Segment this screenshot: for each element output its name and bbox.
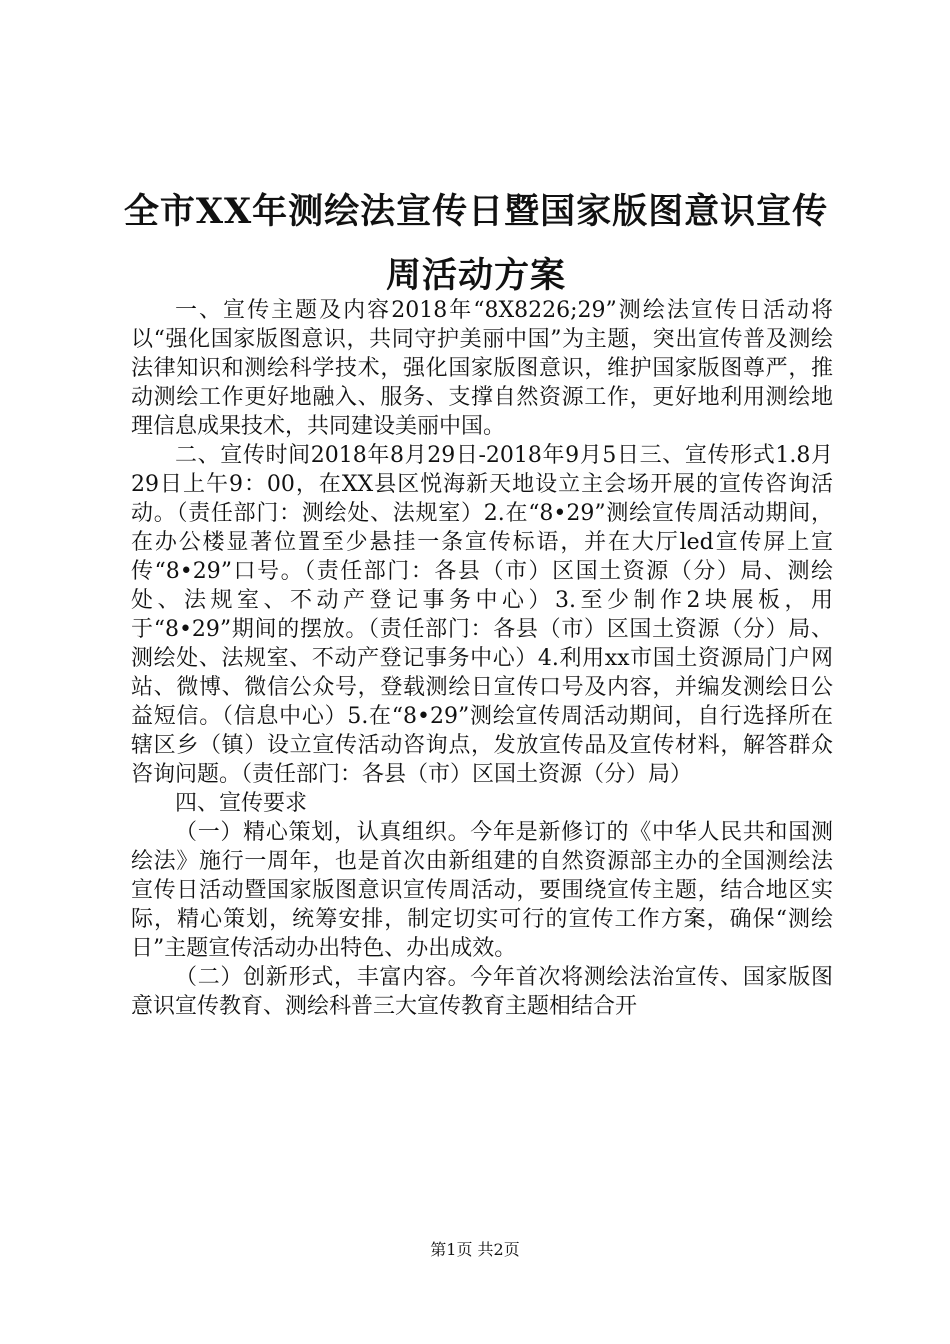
document-body — [131, 296, 833, 1021]
paragraph-time-and-form: 二、宣传时间2018年8月29日-2018年9月5日三、宣传形式1.8月29日上午9：00，在XX县区悦海新天地设立主会场开展的宣传咨询活动。（责任部门：测绘处、法规室）2.在“8•29”测绘宣传周活动期间，在办公楼显著位置至少悬挂一条宣传标语，并在大厅led宣传屏上宣传“8•29”口号。（责任部门：各县（市）区国土资源（分）局、测绘处、法规室、不动产登记事务中心）3.至少制作2块展板，用于“8•29”期间的摆放。（责任部门：各县（市）区国土资源（分）局、测绘处、法规室、不动产登记事务中心）4.利用xx市国土资源局门户网站、微博、微信公众号，登载测绘日宣传口号及内容，并编发测绘日公益短信。（信息中心）5.在“8•29”测绘宣传周活动期间，自行选择所在辖区乡（镇）设立宣传活动咨询点，发放宣传品及宣传材料，解答群众咨询问题。（责任部门：各县（市）区国土资源（分）局） — [131, 443, 833, 787]
paragraph-requirement-2: （二）创新形式，丰富内容。今年首次将测绘法治宣传、国家版图意识宣传教育、测绘科普三大宣传教育主题相结合开 — [131, 965, 833, 1019]
page-number-footer: 第1页 共2页 — [430, 1240, 520, 1259]
document-title: 全市XX年测绘法宣传日暨国家版图意识宣传周活动方案 — [123, 191, 829, 296]
paragraph-theme: 一、宣传主题及内容2018年“8X8226;29”测绘法宣传日活动将以“强化国家版图意识，共同守护美丽中国”为主题，突出宣传普及测绘法律知识和测绘科学技术，强化国家版图意识，维护国家版图尊严，推动测绘工作更好地融入、服务、支撑自然资源工作，更好地利用测绘地理信息成果技术，共同建设美丽中国。 — [131, 298, 833, 439]
paragraph-requirement-1: （一）精心策划，认真组织。今年是新修订的《中华人民共和国测绘法》施行一周年，也是首次由新组建的自然资源部主办的全国测绘法宣传日活动暨国家版图意识宣传周活动，要围绕宣传主题，结合地区实际，精心策划，统筹安排，制定切实可行的宣传工作方案，确保“测绘日”主题宣传活动办出特色、办出成效。 — [131, 820, 833, 961]
paragraph-requirements-heading: 四、宣传要求 — [175, 791, 308, 816]
